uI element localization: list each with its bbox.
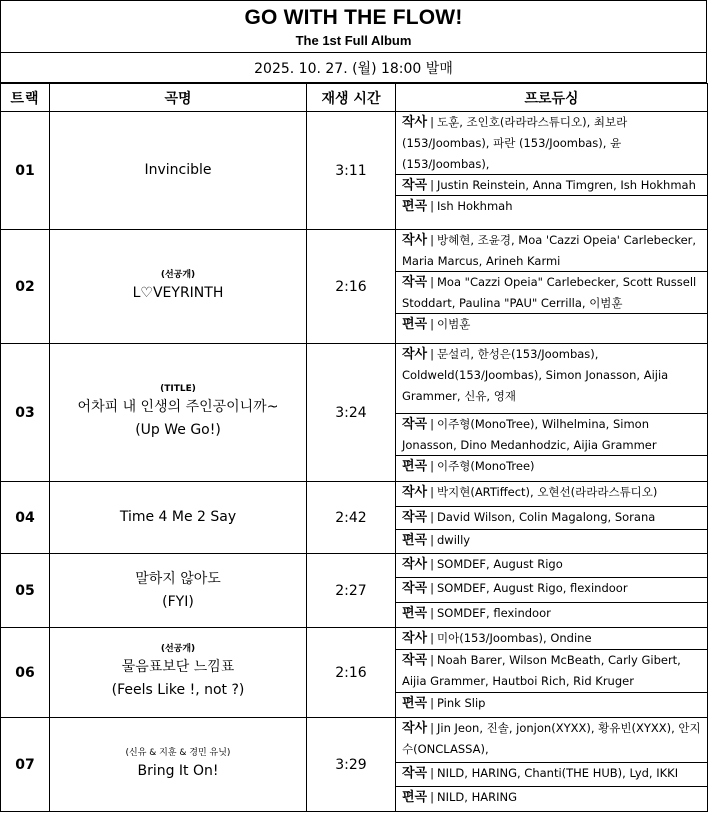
track-number: 06 [1, 628, 50, 718]
credit-role: 작곡 [402, 178, 428, 193]
song-duration: 3:29 [307, 718, 396, 812]
track-number: 01 [1, 112, 50, 230]
credit-names: Jin Jeon, 진솔, jonjon(XYXX), 황유빈(XYXX), 안지수(ONCLASSA), [402, 721, 701, 756]
credit-line [396, 414, 707, 456]
song-duration: 3:11 [307, 112, 396, 230]
credit-separator: | [430, 417, 434, 431]
credit-role: 작곡 [402, 766, 428, 781]
song-cell [50, 482, 307, 554]
album-title: GO WITH THE FLOW! [244, 5, 463, 29]
credit-separator: | [430, 790, 434, 804]
track-row [1, 628, 708, 718]
credit-separator: | [430, 631, 434, 645]
credit-separator: | [430, 347, 434, 361]
track-number: 05 [1, 554, 50, 628]
tracklist-table [0, 83, 708, 812]
credit-role: 편곡 [402, 317, 428, 332]
credit-names: 이주형(MonoTree), Wilhelmina, Simon Jonasson, Dino Medanhodzic, Aijia Grammer [402, 417, 657, 452]
track-row [1, 230, 708, 344]
credit-separator: | [430, 696, 434, 710]
credit-names: 이주형(MonoTree) [437, 459, 535, 473]
credit-separator: | [430, 178, 434, 192]
credit-role: 작곡 [402, 275, 428, 290]
track-row [1, 482, 708, 554]
song-cell [50, 230, 307, 344]
credit-separator: | [430, 459, 434, 473]
credit-line [396, 196, 707, 217]
credit-line [396, 650, 707, 693]
track-row [1, 344, 708, 482]
song-title: (Up We Go!) [135, 422, 221, 438]
credit-role: 작사 [402, 233, 428, 248]
credit-line [396, 314, 707, 335]
song-cell [50, 344, 307, 482]
song-duration: 2:16 [307, 230, 396, 344]
column-header-song: 곡명 [50, 84, 307, 112]
song-cell [50, 112, 307, 230]
credit-names: SOMDEF, August Rigo [437, 557, 563, 571]
credit-separator: | [430, 510, 434, 524]
credit-names: NILD, HARING, Chanti(THE HUB), Lyd, IKKI [437, 766, 679, 780]
song-duration: 3:24 [307, 344, 396, 482]
credit-names: Ish Hokhmah [437, 199, 513, 213]
track-rows [1, 112, 708, 812]
credit-line [396, 554, 707, 578]
credit-names: 도훈, 조인호(라라라스튜디오), 최보라(153/Joombas), 파란 (153/Joombas), 윤(153/Joombas), [402, 115, 628, 171]
credit-names: SOMDEF, August Rigo, flexindoor [437, 581, 628, 595]
credit-names: Justin Reinstein, Anna Timgren, Ish Hokhmah [437, 178, 696, 192]
song-cell [50, 554, 307, 628]
credit-line [396, 763, 707, 787]
song-title: Time 4 Me 2 Say [119, 509, 237, 525]
song-title: (FYI) [162, 593, 194, 610]
track-row [1, 112, 708, 230]
credit-names: 문설리, 한성은(153/Joombas), Coldweld(153/Joombas), Simon Jonasson, Aijia Grammer, 신유, 영재 [402, 347, 669, 403]
song-title: L♡VEYRINTH [132, 284, 224, 301]
credit-role: 편곡 [402, 459, 428, 474]
song-title: 어차피 내 인생의 주인공이니까~ [77, 399, 279, 415]
credit-line [396, 112, 707, 175]
credit-names: David Wilson, Colin Magalong, Sorana [437, 510, 656, 524]
credit-line [396, 603, 707, 625]
song-title: 물음표보단 느낌표 [121, 659, 235, 675]
song-cell [50, 628, 307, 718]
credit-separator: | [430, 115, 434, 129]
credit-separator: | [430, 233, 434, 247]
song-duration: 2:27 [307, 554, 396, 628]
credit-role: 편곡 [402, 606, 428, 621]
credit-separator: | [430, 653, 434, 667]
credit-role: 작사 [402, 631, 428, 646]
track-number: 04 [1, 482, 50, 554]
credit-separator: | [430, 199, 434, 213]
credit-names: NILD, HARING [437, 790, 517, 804]
credit-separator: | [430, 557, 434, 571]
song-duration: 2:16 [307, 628, 396, 718]
column-header-production: 프로듀싱 [396, 84, 708, 112]
production-credits [396, 482, 708, 554]
track-number: 03 [1, 344, 50, 482]
release-date-row [0, 53, 707, 83]
production-credits [396, 718, 708, 812]
track-number: 02 [1, 230, 50, 344]
credit-separator: | [430, 533, 434, 547]
song-tag: (신유 & 지훈 & 경민 유닛) [125, 747, 231, 758]
track-row [1, 718, 708, 812]
credit-line [396, 718, 707, 763]
credit-separator: | [430, 317, 434, 331]
credit-role: 작사 [402, 115, 428, 130]
credit-line [396, 628, 707, 650]
credit-line [396, 175, 707, 196]
release-date: 2025. 10. 27. (월) 18:00 발매 [254, 60, 453, 77]
title-row [0, 0, 707, 34]
song-tag: (선공개) [160, 644, 196, 654]
column-header-duration: 재생 시간 [307, 84, 396, 112]
song-title: Bring It On! [137, 762, 219, 779]
credit-role: 편곡 [402, 790, 428, 805]
song-tag: (TITLE) [160, 384, 196, 394]
credit-line [396, 230, 707, 272]
credit-separator: | [430, 766, 434, 780]
credit-names: SOMDEF, flexindoor [437, 606, 551, 620]
production-credits [396, 554, 708, 628]
credit-role: 편곡 [402, 533, 428, 548]
credit-separator: | [430, 606, 434, 620]
credit-role: 작곡 [402, 510, 428, 525]
credit-line [396, 482, 707, 507]
credit-line [396, 787, 707, 808]
song-duration: 2:42 [307, 482, 396, 554]
credit-line [396, 507, 707, 530]
credit-separator: | [430, 581, 434, 595]
credit-names: 이범훈 [437, 317, 471, 331]
credit-names: Moa "Cazzi Opeia" Carlebecker, Scott Russell Stoddart, Paulina "PAU" Cerrilla, 이범훈 [402, 275, 697, 310]
production-credits [396, 344, 708, 482]
track-number: 07 [1, 718, 50, 812]
credit-line [396, 578, 707, 603]
song-title: Invincible [144, 162, 212, 178]
production-credits [396, 112, 708, 230]
credit-names: Noah Barer, Wilson McBeath, Carly Gibert, Aijia Grammer, Hautboi Rich, Rid Kruger [402, 653, 681, 688]
credit-names: dwilly [437, 533, 471, 547]
credit-names: 방혜현, 조윤경, Moa 'Cazzi Opeia' Carlebecker, Maria Marcus, Arineh Karmi [402, 233, 697, 268]
credit-names: 미아(153/Joombas), Ondine [437, 631, 592, 645]
song-title: 말하지 않아도 [135, 570, 221, 587]
credit-role: 작곡 [402, 653, 428, 668]
credit-separator: | [430, 485, 434, 499]
credit-role: 편곡 [402, 696, 428, 711]
credit-role: 작곡 [402, 417, 428, 432]
credit-names: 박지현(ARTiffect), 오현선(라라라스튜디오) [437, 485, 658, 499]
credit-separator: | [430, 275, 434, 289]
credit-line [396, 272, 707, 314]
song-tag: (선공개) [160, 269, 196, 280]
credit-role: 작사 [402, 485, 428, 500]
credit-role: 작사 [402, 557, 428, 572]
production-credits [396, 230, 708, 344]
album-subtitle: The 1st Full Album [295, 33, 412, 48]
credit-line [396, 344, 707, 414]
header-row [1, 84, 708, 112]
credit-line [396, 693, 707, 715]
column-header-track: 트랙 [1, 84, 50, 112]
credit-role: 작사 [402, 721, 428, 736]
credit-role: 작곡 [402, 581, 428, 596]
credit-line [396, 530, 707, 551]
subtitle-row [0, 34, 707, 53]
credit-line [396, 456, 707, 477]
credit-role: 작사 [402, 347, 428, 362]
track-row [1, 554, 708, 628]
credit-role: 편곡 [402, 199, 428, 214]
credit-names: Pink Slip [437, 696, 486, 710]
production-credits [396, 628, 708, 718]
credit-separator: | [430, 721, 434, 735]
song-title: (Feels Like !, not ?) [111, 682, 245, 698]
song-cell [50, 718, 307, 812]
